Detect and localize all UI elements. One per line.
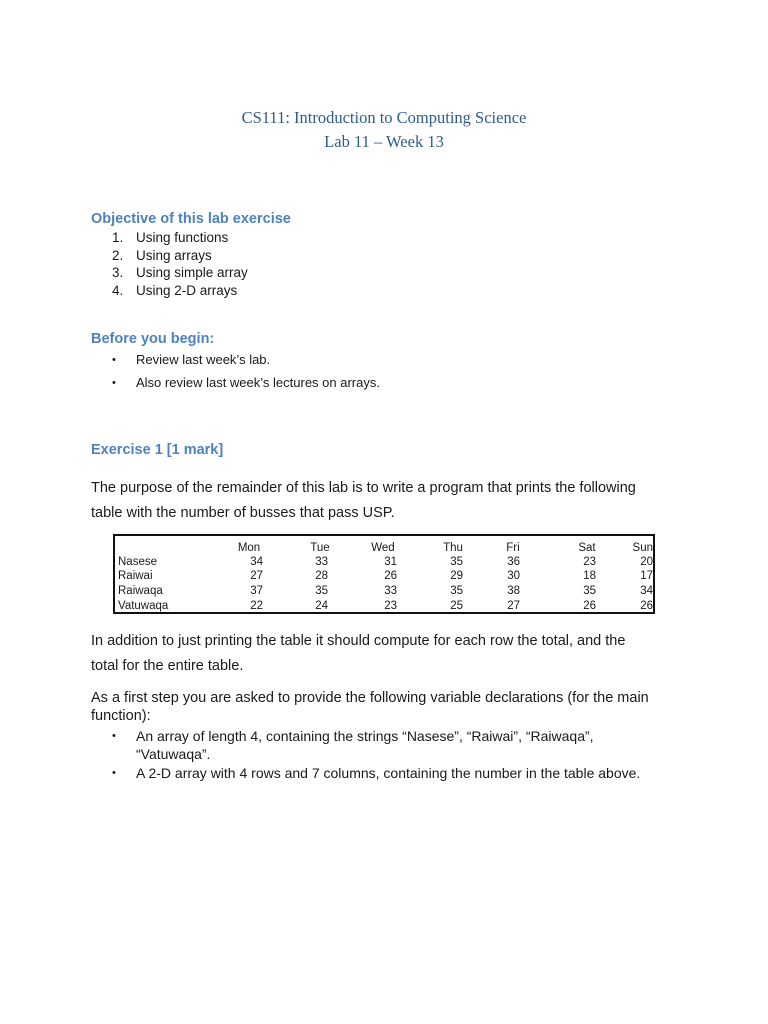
- bullet-icon: •: [112, 354, 116, 366]
- table-cell: 26: [384, 570, 397, 582]
- table-cell: 18: [583, 570, 596, 582]
- table-cell: 26: [583, 600, 596, 612]
- table-cell: 30: [507, 570, 520, 582]
- table-cell: 38: [507, 585, 520, 597]
- list-number: 4.: [112, 282, 124, 298]
- table-cell: 35: [450, 585, 463, 597]
- table-cell: 37: [250, 585, 263, 597]
- table-cell: 17: [640, 570, 653, 582]
- table-row-label: Vatuwaqa: [118, 600, 169, 612]
- table-header-day: Sat: [578, 542, 596, 554]
- before-item-text: Also review last week’s lectures on arrays.: [136, 375, 380, 390]
- table-header-day: Mon: [237, 542, 261, 554]
- list-number: 3.: [112, 265, 124, 281]
- declaration-list: [91, 727, 671, 782]
- exercise-paragraph-totals: In addition to just printing the table it should compute for each row the total, and the total for the entire table.: [91, 633, 626, 674]
- table-row-label: Nasese: [118, 556, 157, 568]
- before-heading: Before you begin:: [91, 331, 215, 347]
- bullet-icon: •: [112, 767, 116, 779]
- table-cell: 27: [250, 570, 263, 582]
- table-cell: 31: [384, 556, 397, 568]
- exercise-intro: The purpose of the remainder of this lab is to write a program that prints the following table with the number of busses that pass USP.: [91, 480, 636, 521]
- table-header-day: Fri: [506, 542, 520, 554]
- table-cell: 20: [640, 556, 653, 568]
- before-list: [91, 351, 380, 392]
- bus-table: [113, 534, 655, 614]
- document-title: CS111: Introduction to Computing Science: [241, 108, 527, 127]
- objective-item: [91, 282, 248, 300]
- before-item: [91, 351, 380, 369]
- objective-item-text: Using simple array: [136, 265, 248, 281]
- table-cell: 26: [640, 600, 653, 612]
- table-row-label: Raiwai: [118, 570, 153, 582]
- table-header-day: Tue: [310, 542, 330, 554]
- table-cell: 33: [384, 585, 397, 597]
- table-cell: 23: [384, 600, 397, 612]
- before-item: [91, 374, 380, 392]
- objective-item: [91, 247, 248, 265]
- table-cell: 34: [250, 556, 263, 568]
- table-row-label: Raiwaqa: [118, 585, 163, 597]
- table-header-day: Sun: [632, 542, 653, 554]
- table-header-day: Wed: [371, 542, 395, 554]
- before-item-text: Review last week’s lab.: [136, 352, 271, 367]
- list-number: 1.: [112, 230, 124, 245]
- table-cell: 27: [507, 600, 520, 612]
- declaration-item: [91, 764, 671, 782]
- objective-item-text: Using arrays: [136, 247, 212, 263]
- declaration-item: [91, 727, 671, 763]
- table-cell: 29: [450, 570, 463, 582]
- table-cell: 33: [315, 556, 328, 568]
- objective-heading: Objective of this lab exercise: [91, 211, 291, 227]
- declaration-item-text: An array of length 4, containing the strings “Nasese”, “Raiwai”, “Raiwaqa”, “Vatuwaqa”.: [136, 728, 594, 762]
- list-number: 2.: [112, 247, 124, 263]
- table-header-day: Thu: [443, 542, 463, 554]
- objective-item-text: Using functions: [136, 230, 229, 245]
- declaration-item-text: A 2-D array with 4 rows and 7 columns, containing the number in the table above.: [136, 765, 641, 781]
- table-cell: 28: [315, 570, 328, 582]
- table-cell: 36: [507, 556, 520, 568]
- exercise-heading: Exercise 1 [1 mark]: [91, 442, 224, 458]
- table-cell: 35: [583, 585, 596, 597]
- table-cell: 34: [640, 585, 653, 597]
- table-cell: 25: [450, 600, 463, 612]
- bullet-icon: •: [112, 377, 116, 389]
- table-cell: 35: [315, 585, 328, 597]
- exercise-paragraph-declarations: As a first step you are asked to provide the following variable declarations (for the main function):: [91, 690, 649, 724]
- document-subtitle: Lab 11 – Week 13: [324, 132, 444, 151]
- objective-item-text: Using 2-D arrays: [136, 282, 238, 298]
- objective-item: [91, 264, 248, 282]
- table-cell: 23: [583, 556, 596, 568]
- table-cell: 22: [250, 600, 263, 612]
- table-cell: 35: [450, 556, 463, 568]
- bullet-icon: •: [112, 730, 116, 742]
- table-cell: 24: [315, 600, 328, 612]
- objective-list: [91, 229, 248, 299]
- objective-item: [91, 229, 248, 247]
